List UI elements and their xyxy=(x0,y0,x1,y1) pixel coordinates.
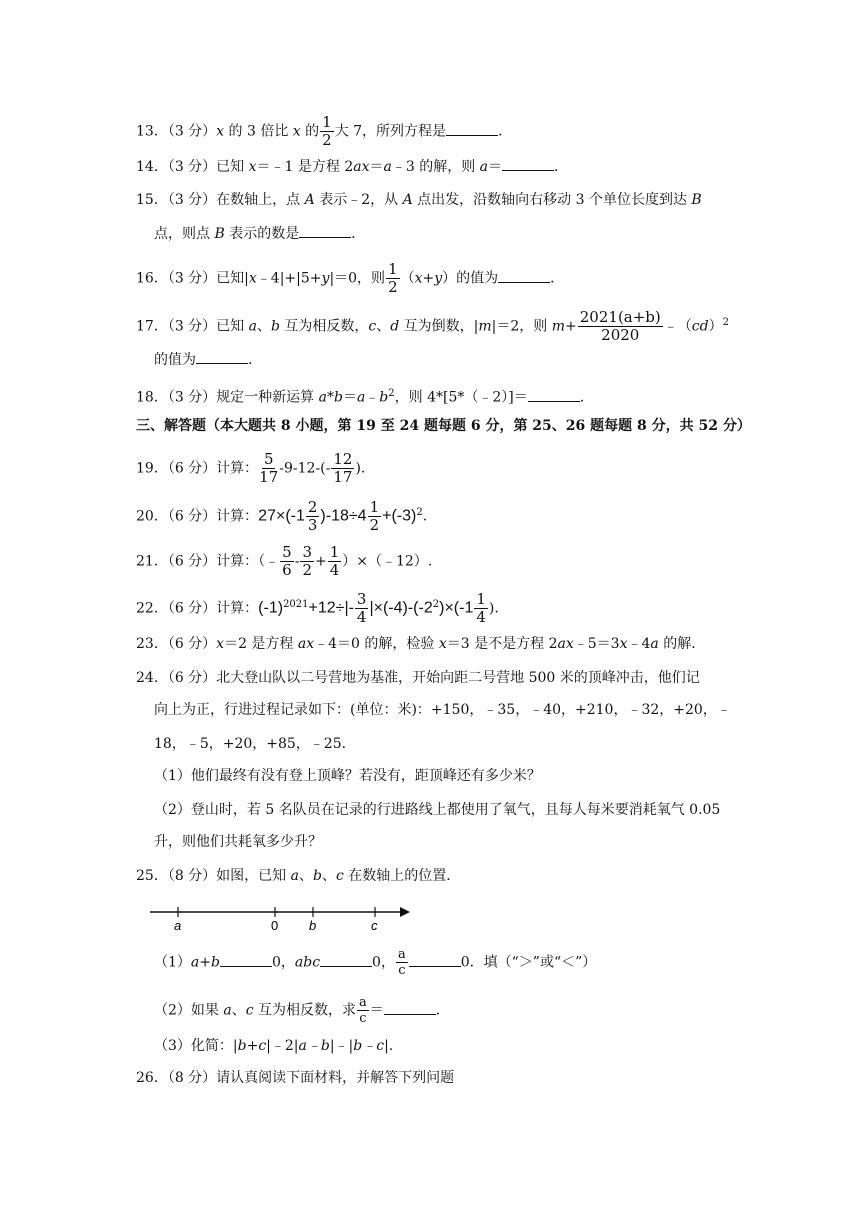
var-c: c xyxy=(335,868,344,884)
question-15-line1 xyxy=(136,190,702,210)
tick-label-a: a xyxy=(174,918,182,933)
q13-text: 的 3 倍比 xyxy=(224,123,293,140)
q17-text: 互为倒数，| xyxy=(399,318,479,335)
var-ax: ax xyxy=(353,159,370,175)
q18-label: 18．（3 分）规定一种新运算 xyxy=(136,389,319,406)
exponent: 2 xyxy=(388,388,395,399)
q25-text: 0．填（“＞”或“＜”） xyxy=(460,954,597,971)
q20-expr: 27×(-1 xyxy=(258,507,305,525)
q20-expr: +(-3) xyxy=(382,507,417,525)
fraction xyxy=(300,545,314,578)
question-24-sub2-line1: （2）登山时，若 5 名队员在记录的行进路线上都使用了氧气，且每人每米要消耗氧气 0.05 xyxy=(154,802,721,818)
q17-text: ﹣（ xyxy=(663,318,692,335)
var-c: c xyxy=(368,318,377,335)
period: ． xyxy=(248,352,262,368)
expr-a-plus-b: a+b xyxy=(190,954,220,971)
fraction xyxy=(368,500,382,533)
point-A: A xyxy=(304,192,315,208)
var-d: d xyxy=(390,318,400,335)
q17-text: 、 xyxy=(376,318,391,335)
q15-label: 15．（3 分）在数轴上，点 xyxy=(136,192,305,208)
var-ax: ax xyxy=(297,636,315,652)
period: ． xyxy=(498,123,513,140)
var-x: x xyxy=(292,123,301,140)
section-heading: 三、解答题（本大题共 8 小题，第 19 至 24 题每题 6 分，第 25、26 题每题 8 分，共 52 分） xyxy=(136,418,751,434)
fraction xyxy=(328,545,342,578)
denominator: c xyxy=(398,963,406,978)
period: ． xyxy=(550,270,565,287)
q20-expr: )-18÷4 xyxy=(320,507,367,525)
point-A: A xyxy=(402,192,413,208)
answer-blank[interactable] xyxy=(196,351,248,364)
denominator: 4 xyxy=(356,608,367,626)
exponent: 2021 xyxy=(283,598,309,610)
q18-text: ，则 4*[5*（﹣2）]＝ xyxy=(394,389,528,406)
q16-text: |＝0，则 xyxy=(329,270,386,287)
question-21 xyxy=(136,545,432,578)
q16-label: 16．（3 分）已知| xyxy=(136,270,249,287)
fraction xyxy=(259,452,278,485)
var-c: c xyxy=(245,1002,254,1019)
arrow-right-icon xyxy=(400,907,410,917)
exponent: 2 xyxy=(722,316,729,328)
q17-text: + xyxy=(565,318,577,335)
denominator: c xyxy=(359,1011,367,1026)
fraction-half xyxy=(386,262,400,295)
answer-blank[interactable] xyxy=(409,954,461,967)
period: ． xyxy=(351,226,366,242)
q19-expr: ). xyxy=(355,460,366,477)
q13-text: 的 xyxy=(300,123,320,140)
numerator: 1 xyxy=(369,498,380,516)
question-24-sub1: （1）他们最终有没有登上顶峰？若没有，距顶峰还有多少米？ xyxy=(154,768,541,784)
q25-text: ＝ xyxy=(369,1002,384,1019)
q25-text: 在数轴上的位置． xyxy=(343,868,461,884)
var-a: a xyxy=(248,318,257,335)
q18-text: ＝ xyxy=(342,389,357,406)
numerator: 12 xyxy=(333,450,353,468)
answer-blank[interactable] xyxy=(320,954,372,967)
question-22 xyxy=(136,592,499,625)
q15-text: 表示﹣2，从 xyxy=(314,192,403,208)
answer-blank[interactable] xyxy=(446,123,498,136)
numerator: 5 xyxy=(282,543,292,561)
q17-text: |＝2，则 xyxy=(491,318,552,335)
q20-expr: . xyxy=(422,508,428,525)
fraction-a-over-c xyxy=(357,996,369,1025)
q14-text: ﹣3 的解，则 xyxy=(391,159,480,175)
tick-label-c: c xyxy=(371,918,378,933)
question-15-line2 xyxy=(154,224,365,244)
fraction xyxy=(306,500,320,533)
answer-blank[interactable] xyxy=(502,158,554,171)
question-19 xyxy=(136,452,365,485)
denominator: 2 xyxy=(322,131,332,149)
q23-text: ＝2 是方程 xyxy=(224,636,298,652)
numerator: 2 xyxy=(307,498,318,516)
answer-blank[interactable] xyxy=(528,389,580,402)
q17-text: 的值为 xyxy=(154,352,196,368)
expr-abc: abc xyxy=(294,954,321,971)
q25-text: 0， xyxy=(372,954,395,971)
tick-label-b: b xyxy=(309,918,317,933)
var-a: a xyxy=(479,159,489,175)
answer-blank[interactable] xyxy=(498,270,550,283)
q22-expr: +12÷|- xyxy=(308,599,354,617)
q21-expr: + xyxy=(315,553,327,570)
q23-label: 23．（6 分） xyxy=(136,636,217,652)
question-25-sub3 xyxy=(154,1036,393,1056)
var-m: m xyxy=(478,318,492,335)
q23-text: 的解． xyxy=(658,636,706,652)
fraction xyxy=(280,545,294,578)
var-x: x xyxy=(438,636,447,652)
q16-text: （ xyxy=(400,270,415,287)
var-m: m xyxy=(551,318,566,335)
sub-label: （2）如果 xyxy=(154,1002,224,1019)
period: ． xyxy=(435,1002,450,1019)
fraction xyxy=(474,592,488,625)
var-ax: ax xyxy=(557,636,574,652)
denominator: 2020 xyxy=(601,326,640,344)
exponent: 2 xyxy=(432,598,440,610)
q19-expr: -9-12-(- xyxy=(279,460,331,477)
numerator: 1 xyxy=(322,113,332,131)
period: ． xyxy=(579,389,594,406)
q23-text: ＝3 是不是方程 2 xyxy=(446,636,558,652)
q22-label: 22．（6 分）计算： xyxy=(136,600,259,617)
fraction-a-over-c xyxy=(396,948,408,977)
q22-expr: ). xyxy=(488,600,499,617)
denominator: 6 xyxy=(282,561,292,579)
q14-text: ＝ xyxy=(369,159,384,175)
q25-text: 0， xyxy=(271,954,295,971)
sub-label: （1） xyxy=(154,954,191,971)
q15-text: 点出发，沿数轴向右移动 3 个单位长度到达 xyxy=(412,192,692,208)
var-b: b xyxy=(379,389,389,406)
point-B: B xyxy=(214,226,225,242)
var-a: a xyxy=(650,636,659,652)
q16-text: ）的值为 xyxy=(442,270,499,287)
point-B: B xyxy=(691,192,702,208)
expr-a-star-b: a*b xyxy=(318,389,343,406)
q21-expr: ）×（﹣12）. xyxy=(342,553,433,570)
q17-text: ） xyxy=(708,318,723,335)
question-20 xyxy=(136,500,427,533)
numerator: 3 xyxy=(302,543,312,561)
q15-text: 表示的数是 xyxy=(224,226,300,242)
answer-blank[interactable] xyxy=(220,954,272,967)
q13-text: 大 7，所列方程是 xyxy=(334,123,447,140)
fraction-half xyxy=(320,115,334,148)
numerator: a xyxy=(397,947,406,962)
denominator: 3 xyxy=(307,516,318,534)
numerator: 3 xyxy=(356,590,367,608)
denominator: 4 xyxy=(476,608,486,626)
denominator: 2 xyxy=(302,561,312,579)
sub-label: （3）化简：| xyxy=(154,1038,238,1054)
question-17-line2 xyxy=(154,350,262,370)
question-14 xyxy=(136,157,568,177)
q14-text: ＝﹣1 是方程 2 xyxy=(256,159,354,175)
q17-text: 互为相反数， xyxy=(279,318,369,335)
exponent: 2 xyxy=(416,506,423,518)
q16-text: ﹣4|+|5+ xyxy=(256,270,322,287)
fraction-2021ab-over-2020 xyxy=(578,310,663,343)
q17-text: 、 xyxy=(256,318,271,335)
question-25-sub1 xyxy=(154,948,596,977)
answer-blank[interactable] xyxy=(384,1002,436,1015)
q13-label: 13．（3 分） xyxy=(136,123,217,140)
question-26: 26．（8 分）请认真阅读下面材料，并解答下列问题 xyxy=(136,1070,455,1086)
expr-x-plus-y: x+y xyxy=(414,270,443,287)
q21-label: 21．（6 分）计算：（﹣ xyxy=(136,553,280,570)
question-17-line1 xyxy=(136,310,729,343)
denominator: 17 xyxy=(333,468,353,486)
question-24-sub2-line2: 升，则他们共耗氧多少升？ xyxy=(154,834,322,850)
var-x: x xyxy=(216,123,225,140)
var-y: y xyxy=(321,270,330,287)
q25-text: 、 xyxy=(231,1002,246,1019)
expr-b-minus-c: b﹣c xyxy=(353,1038,385,1054)
answer-blank[interactable] xyxy=(299,225,351,238)
q25-text: |. xyxy=(384,1038,394,1054)
numerator: 1 xyxy=(388,260,398,278)
numerator: 1 xyxy=(476,590,486,608)
denominator: 4 xyxy=(329,561,340,579)
tick-label-zero: 0 xyxy=(271,918,279,933)
q25-text: 、 xyxy=(321,868,336,884)
q25-label: 25．（8 分）如图，已知 xyxy=(136,868,291,884)
q15-text: 点，则点 xyxy=(154,226,215,242)
q18-text: ﹣ xyxy=(365,389,380,406)
q23-text: ﹣5＝3 xyxy=(573,636,620,652)
denominator: 2 xyxy=(369,516,380,534)
var-cd: cd xyxy=(691,318,709,335)
var-x: x xyxy=(216,636,225,652)
var-b: b xyxy=(270,318,280,335)
fraction xyxy=(331,452,354,485)
q22-expr: |×(-4)-(-2 xyxy=(369,599,433,617)
denominator: 17 xyxy=(259,468,279,486)
number-line-figure xyxy=(148,898,412,934)
var-x: x xyxy=(248,270,257,287)
denominator: 2 xyxy=(388,278,398,296)
fraction xyxy=(355,592,369,625)
var-a: a xyxy=(223,1002,232,1019)
question-24-line3: 18，﹣5，+20，+85，﹣25． xyxy=(154,736,356,752)
q25-text: |﹣2| xyxy=(266,1038,299,1054)
period: ． xyxy=(554,159,569,175)
question-25 xyxy=(136,866,460,886)
question-23 xyxy=(136,634,705,654)
q23-text: ﹣4＝0 的解，检验 xyxy=(314,636,439,652)
question-25-sub2 xyxy=(154,996,450,1025)
q22-expr: (-1) xyxy=(258,599,284,617)
q14-label: 14．（3 分）已知 xyxy=(136,159,249,175)
expr-b-plus-c: b+c xyxy=(237,1038,267,1054)
question-16 xyxy=(136,262,564,295)
q14-text: ＝ xyxy=(488,159,503,175)
question-13 xyxy=(136,115,512,148)
numerator: 1 xyxy=(329,543,340,561)
var-x: x xyxy=(248,159,257,175)
expr-a-minus-b: a﹣b xyxy=(298,1038,330,1054)
numerator: a xyxy=(359,995,367,1010)
q25-text: 互为相反数，求 xyxy=(253,1002,357,1019)
var-a: a xyxy=(383,159,392,175)
question-18 xyxy=(136,384,594,408)
numerator: 2021(a+b) xyxy=(579,308,661,326)
question-24-line1: 24．（6 分）北大登山队以二号营地为基准，开始向距二号营地 500 米的顶峰冲击，他们记 xyxy=(136,670,700,686)
q20-label: 20．（6 分）计算： xyxy=(136,508,259,525)
q19-label: 19．（6 分）计算： xyxy=(136,460,259,477)
q21-expr: - xyxy=(294,553,300,570)
numerator: 5 xyxy=(263,450,274,468)
q23-text: ﹣4 xyxy=(627,636,651,652)
question-24-line2: 向上为正，行进过程记录如下：(单位：米)：+150，﹣35，﹣40，+210，﹣32，+20，﹣ xyxy=(154,702,731,718)
q25-text: |﹣| xyxy=(329,1038,354,1054)
var-a: a xyxy=(290,868,299,884)
q25-text: 、 xyxy=(298,868,313,884)
q17-label: 17．（3 分）已知 xyxy=(136,318,249,335)
var-b: b xyxy=(312,868,322,884)
var-a: a xyxy=(356,389,366,406)
q22-expr: )×(-1 xyxy=(439,599,474,617)
var-x: x xyxy=(619,636,628,652)
